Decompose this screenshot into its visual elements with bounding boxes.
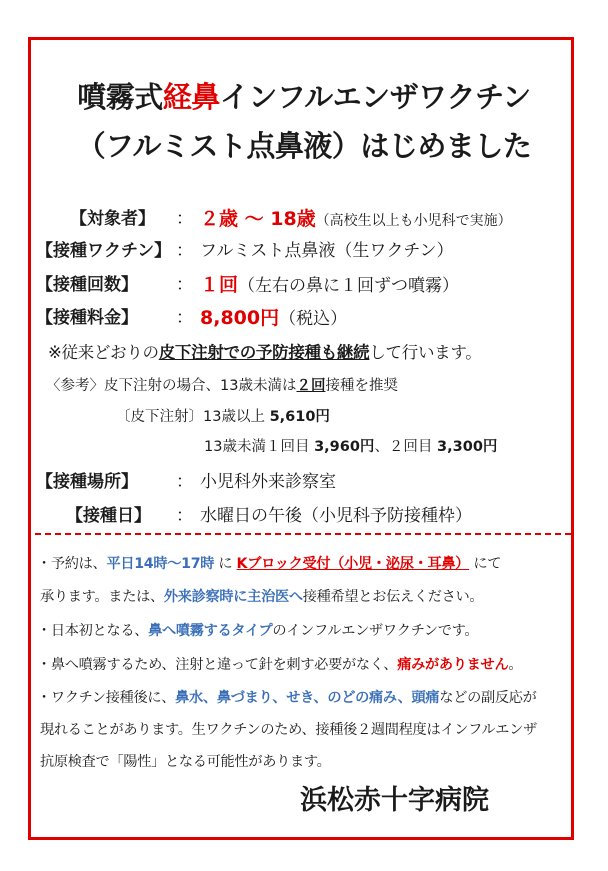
count-colon: ： — [176, 275, 193, 295]
target-value — [200, 204, 512, 231]
fee-amount: 8,800円 — [200, 307, 280, 329]
note-doctor: 外来診察時に主治医へ — [163, 589, 303, 605]
title-line-2: （フルミスト点鼻液）はじめました — [76, 129, 532, 163]
note-text: 。 — [508, 657, 523, 673]
subcutaneous-price-3: 3,300円 — [437, 439, 498, 455]
note-no-pain: 痛みがありません — [397, 657, 509, 673]
place-colon: ： — [176, 472, 193, 492]
note-text: 承ります。または、 — [40, 589, 164, 605]
note-text: などの副反応が — [439, 690, 537, 706]
continue-post: して行います。 — [369, 343, 482, 362]
note-reservation — [37, 553, 501, 573]
title-line-1 — [0, 75, 608, 116]
count-note: （左右の鼻に１回ずつ噴霧） — [238, 276, 460, 296]
fee-colon: ： — [176, 308, 193, 328]
count-label: 【接種回数】 — [36, 275, 138, 295]
vaccine-colon: ： — [176, 241, 193, 261]
note-text: のインフルエンザワクチンです。 — [272, 623, 479, 639]
hospital-name: 浜松赤十字病院 — [300, 785, 489, 816]
reference-bold: ２回 — [296, 378, 326, 394]
subcutaneous-price-2: 3,960円 — [314, 439, 375, 455]
subcutaneous-label: 〔皮下注射〕13歳以上 — [116, 409, 265, 425]
title-highlight: 経鼻 — [162, 80, 220, 114]
fee-note: （税込） — [279, 309, 348, 329]
note-text: ・日本初となる、 — [37, 623, 149, 639]
subcutaneous-line-2 — [204, 435, 497, 456]
note-text: 接種希望とお伝えください。 — [302, 589, 484, 605]
divider — [35, 533, 571, 535]
target-label: 【対象者】 — [70, 209, 155, 229]
note-text: にて — [473, 556, 502, 572]
count-value — [200, 270, 459, 297]
title-text: インフルエンザワクチン — [219, 80, 531, 114]
note-type — [37, 620, 478, 640]
note-symptoms: 鼻水、鼻づまり、せき、のどの痛み、頭痛 — [175, 690, 440, 706]
note-hours: 平日14時〜17時 — [106, 556, 215, 572]
reference-line — [46, 374, 398, 395]
count-number: １回 — [200, 274, 239, 296]
date-colon: ： — [176, 506, 193, 526]
target-age-range: ２歳 〜 18歳 — [200, 208, 316, 230]
note-side-effects-2: 現れることがあります。生ワクチンのため、接種後２週間程度はインフルエンザ — [40, 722, 537, 738]
note-reception: Kブロック受付（小児・泌尿・耳鼻） — [236, 556, 470, 572]
place-value: 小児科外来診察室 — [200, 472, 336, 492]
reference-pre: 〈参考〉皮下注射の場合、13歳未満は — [46, 378, 297, 394]
date-value: 水曜日の午後（小児科予防接種枠） — [200, 506, 472, 526]
note-side-effects-3: 抗原検査で「陽性」となる可能性があります。 — [40, 754, 331, 770]
note-reservation-2 — [40, 586, 483, 606]
subcutaneous-second: 、２回目 — [374, 439, 433, 455]
note-spray-type: 鼻へ噴霧するタイプ — [148, 623, 273, 639]
subcutaneous-under13: 13歳未満１回目 — [204, 439, 310, 455]
note-text: ・鼻へ噴霧するため、注射と違って針を刺す必要がなく、 — [37, 657, 398, 673]
date-label: 【接種日】 — [66, 506, 151, 526]
vaccine-value: フルミスト点鼻液（生ワクチン） — [200, 241, 454, 261]
note-painless — [37, 654, 522, 674]
note-text: に — [218, 556, 233, 572]
fee-label: 【接種料金】 — [36, 308, 138, 328]
continue-note — [48, 339, 481, 363]
note-text: ・予約は、 — [37, 556, 107, 572]
target-note: （高校生以上も小児科で実施） — [315, 213, 512, 229]
vaccine-label: 【接種ワクチン】 — [36, 241, 172, 261]
place-label: 【接種場所】 — [36, 472, 138, 492]
reference-post: 接種を推奨 — [325, 378, 398, 394]
subcutaneous-line-1 — [116, 405, 330, 426]
target-colon: ： — [176, 209, 193, 229]
title-text: 噴霧式 — [77, 80, 163, 114]
fee-value — [200, 303, 347, 330]
subcutaneous-price-1: 5,610円 — [269, 409, 330, 425]
note-side-effects — [37, 687, 537, 707]
note-text: ・ワクチン接種後に、 — [37, 690, 176, 706]
continue-bold: 皮下注射での予防接種も継続 — [158, 343, 370, 362]
continue-pre: ※従来どおりの — [48, 343, 159, 362]
